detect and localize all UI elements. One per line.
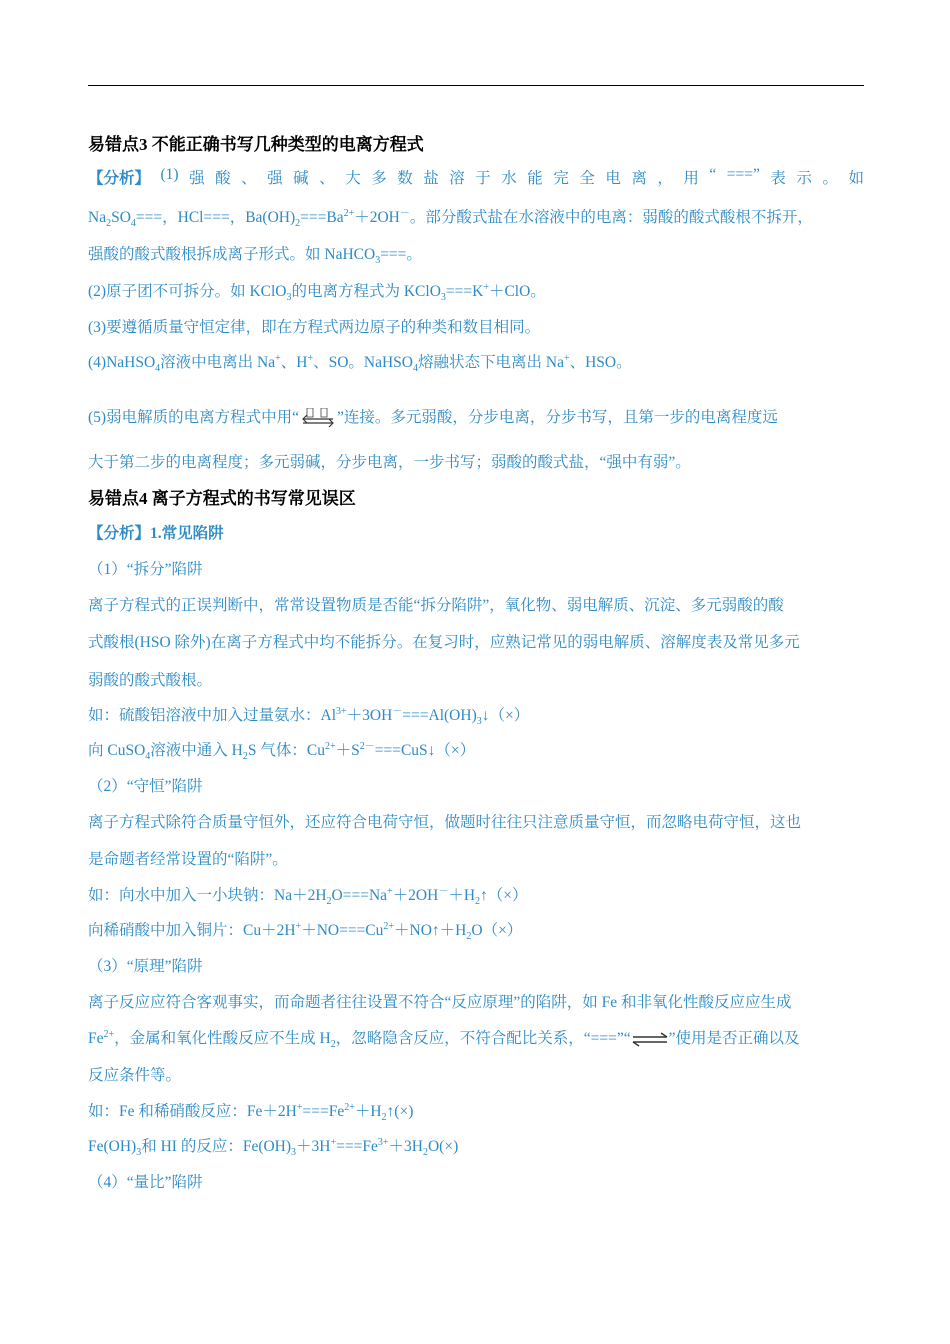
heading-3: 易错点3 不能正确书写几种类型的电离方程式 [88,135,424,154]
s4-p1c: 弱酸的酸式酸根。 [88,672,213,689]
s4-p3c: 反应条件等。 [88,1067,182,1084]
s4-t2: （2）“守恒”陷阱 [88,778,203,795]
s4-ex6: $Fe(OH)_3$和 HI 的反应：$Fe(OH)_3+3H^+===Fe^{3+}+3H_2O(\times)$ [88,1136,459,1159]
s4-p1a: 离子方程式的正误判断中，常常设置物质是否能“拆分陷阱”，氧化物、弱电解质、沉淀、多元弱酸的酸 [88,597,784,614]
s4-t3: （3）“原理”陷阱 [88,958,203,975]
s4-p1b: 式酸根(HSO 除外)在离子方程式中均不能拆分。在复习时，应熟记常见的弱电解质、溶解度表及常见多元 [88,634,800,651]
equilibrium-arrow-icon [631,1029,669,1049]
s3-line-3: 强酸的酸式酸根拆成离子形式。如 NaHCO$_3$===。 [88,246,422,267]
s3-line-7: (5)弱电解质的电离方程式中用“ ”连接。多元弱酸，分步电离，分步书写，且第一步的电离程度远 [88,409,778,426]
s4-p2a: 离子方程式除符合质量守恒外，还应符合电荷守恒，做题时往往只注意质量守恒，而忽略电荷守恒，这也 [88,814,802,831]
s4-t1: （1）“拆分”陷阱 [88,561,203,578]
s3-line-1: 【分析】 (1) 强 酸 、 强 碱 、 大 多 数 盐 溶 于 水 能 完 全 电 离 ， 用 “ ===” 表 示 。 如 [88,166,864,187]
s3-line-5: (3)要遵循质量守恒定律，即在方程式两边原子的种类和数目相同。 [88,319,541,336]
s4-p2b: 是命题者经常设置的“陷阱”。 [88,851,288,868]
s4-p3a: 离子反应应符合客观事实，而命题者往往设置不符合“反应原理”的陷阱，如 Fe 和非氧化性酸反应应生成 [88,994,792,1011]
reversible-arrow-icon [299,408,337,428]
heading-4: 易错点4 离子方程式的书写常见误区 [88,489,356,508]
s4-ex5: 如：Fe 和稀硝酸反应：$Fe+2H^+===Fe^{2+}+H_2↑(\times)$ [88,1101,414,1124]
analysis-tag: 【分析】 [88,170,151,187]
s4-ex4: 向稀硝酸中加入铜片：$Cu+2H^++NO===Cu^{2+}+NO↑+H_2O(\times)$ [88,920,523,943]
s4-tag: 【分析】1.常见陷阱 [88,525,224,542]
s4-t4: （4）“量比”陷阱 [88,1174,203,1191]
s3-line-8: 大于第二步的电离程度；多元弱碱，分步电离，一步书写；弱酸的酸式盐，“强中有弱”。 [88,454,691,471]
header-rule [88,85,864,86]
s3-line-2: $Na_2SO_4===$，HCl===，$Ba(OH)_2===Ba^{2+}+2OH^-$。部分酸式盐在水溶液中的电离：弱酸的酸式酸根不拆开， [88,207,813,230]
s4-ex3: 如：向水中加入一小块钠：$Na+2H_2O===Na^++2OH^-+H_2↑(\times)$ [88,885,528,908]
s3-line-6: (4)NaHSO$_4$溶液中电离出 Na+、H+、SO。NaHSO$_4$熔融状态下电离出 Na+、HSO。 [88,352,632,375]
s4-p3b: $Fe^{2+}$，金属和氧化性酸反应不生成 $H_2$，忽略隐含反应，不符合配比关系，“===”“ ”使用是否正确以及 [88,1028,800,1051]
s4-ex2: 向 CuSO$_4$溶液中通入 $H_2S$ 气体：$Cu^{2+}+S^{2-}===CuS↓(\times)$ [88,740,476,763]
s3-line-4: (2)原子团不可拆分。如 KClO$_3$的电离方程式为 KClO$_3$===K+＋ClO。 [88,281,546,304]
s4-ex1: 如：硫酸铝溶液中加入过量氨水：$Al^{3+}+3OH^-===Al(OH)_3↓(\times)$ [88,705,530,728]
